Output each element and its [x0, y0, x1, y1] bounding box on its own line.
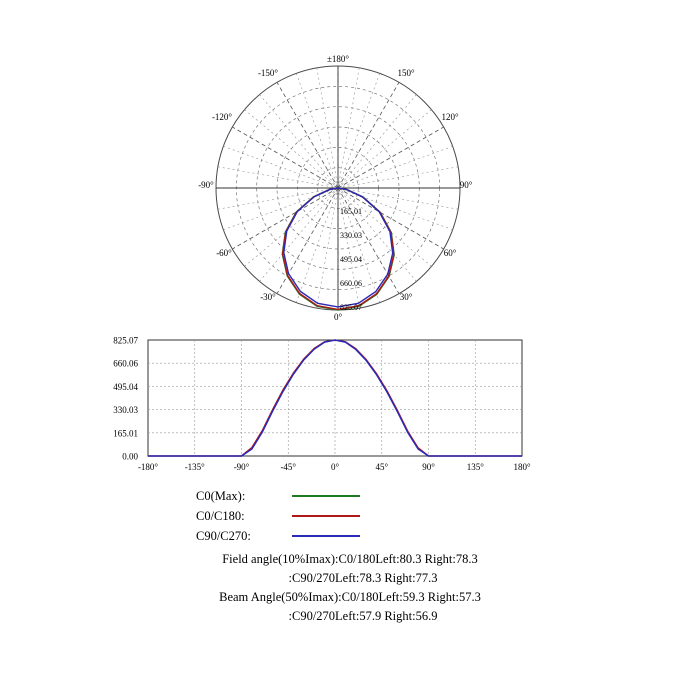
polar-intensity-chart [188, 48, 488, 328]
svg-text:0.00: 0.00 [122, 451, 138, 462]
svg-text:0°: 0° [333, 312, 343, 322]
svg-text:90°: 90° [422, 462, 435, 472]
legend-row [196, 486, 496, 506]
chart-legend [196, 486, 496, 546]
svg-text:825.07: 825.07 [340, 303, 362, 312]
svg-text:660.06: 660.06 [340, 279, 362, 288]
svg-text:-150°: -150° [257, 68, 279, 78]
svg-text:825.07: 825.07 [113, 335, 138, 346]
svg-text:135°: 135° [466, 462, 484, 472]
legend-row [196, 506, 496, 526]
svg-text:-90°: -90° [198, 180, 214, 190]
legend-swatch-c90c270 [292, 535, 360, 537]
legend-label-c90c270: C90/C270: [196, 528, 251, 543]
beam-angle-c0-180: Beam Angle(50%Imax):C0/180Left:59.3 Right:57.3 [219, 590, 481, 604]
svg-text:90°: 90° [459, 180, 473, 190]
svg-text:-90°: -90° [233, 462, 250, 472]
svg-text:45°: 45° [375, 462, 389, 472]
svg-text:-180°: -180° [137, 462, 159, 472]
svg-text:60°: 60° [443, 248, 457, 258]
polar-chart-svg [188, 48, 488, 328]
svg-text:165.01: 165.01 [340, 207, 362, 216]
svg-text:±180°: ±180° [326, 54, 350, 64]
field-angle-c0-180: Field angle(10%Imax):C0/180Left:80.3 Right:78.3 [222, 552, 478, 566]
svg-text:-135°: -135° [184, 462, 205, 472]
svg-text:-120°: -120° [211, 112, 233, 122]
svg-text:330.03: 330.03 [340, 231, 362, 240]
legend-swatch-c0max [292, 495, 360, 497]
svg-text:0°: 0° [330, 462, 340, 472]
svg-text:660.06: 660.06 [113, 358, 138, 369]
svg-text:-60°: -60° [216, 248, 232, 258]
cartesian-intensity-chart [80, 332, 540, 484]
svg-text:120°: 120° [441, 112, 459, 122]
cartesian-grid [148, 340, 522, 456]
legend-label-c0c180: C0/C180: [196, 508, 245, 523]
svg-text:165.01: 165.01 [113, 428, 138, 439]
svg-text:180°: 180° [513, 462, 531, 472]
legend-row [196, 526, 496, 546]
cartesian-chart-svg [80, 332, 540, 484]
svg-text:330.03: 330.03 [113, 405, 138, 416]
svg-text:30°: 30° [399, 292, 413, 302]
legend-label-c0max: C0(Max): [196, 488, 246, 503]
cartesian-axis-labels [113, 336, 531, 473]
legend-swatch-c0c180 [292, 515, 360, 517]
beam-angle-c90-270: :C90/270Left:57.9 Right:56.9 [288, 609, 438, 623]
svg-text:495.04: 495.04 [113, 381, 138, 392]
angle-summary [140, 550, 560, 626]
svg-text:150°: 150° [397, 68, 415, 78]
svg-text:-30°: -30° [260, 292, 276, 302]
field-angle-c90-270: :C90/270Left:78.3 Right:77.3 [288, 571, 438, 585]
svg-text:-45°: -45° [280, 462, 297, 472]
svg-text:495.04: 495.04 [340, 255, 362, 264]
